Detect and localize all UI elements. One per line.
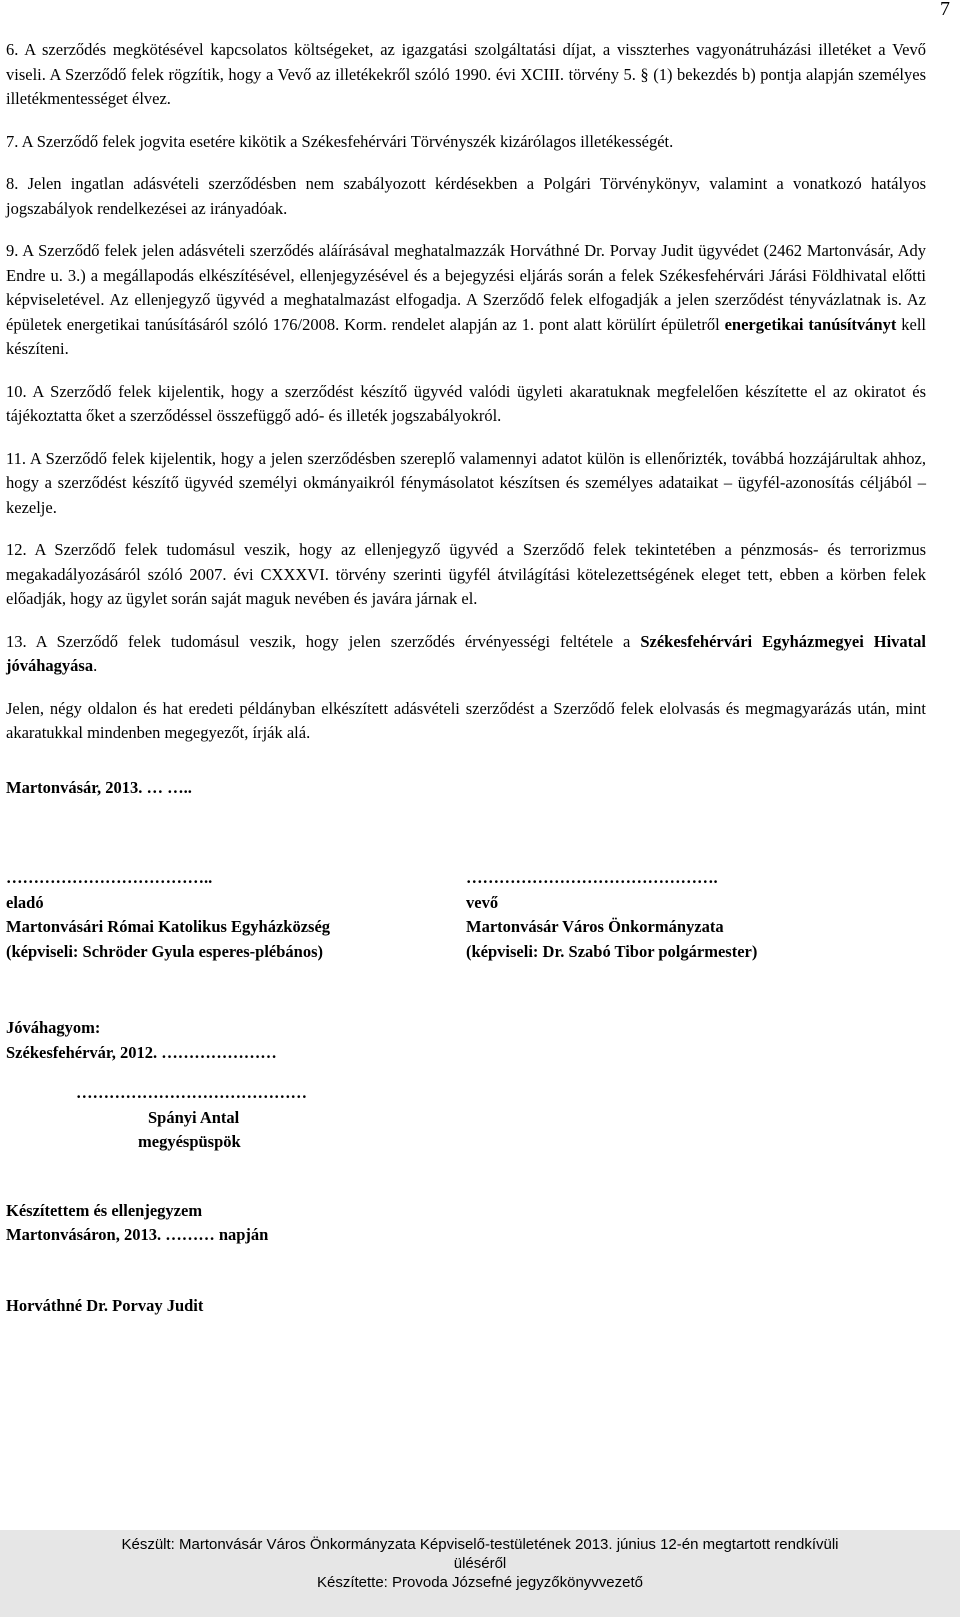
footer-line-1: Készült: Martonvásár Város Önkormányzata Képviselő-testületének 2013. június 12-én megtartott rendkívüli xyxy=(121,1536,839,1553)
buyer-representative: (képviseli: Dr. Szabó Tibor polgármester) xyxy=(466,941,758,961)
paragraph-13-end: . xyxy=(93,656,98,675)
paragraph-13-text: 13. A Szerződő felek tudomásul veszik, hogy jelen szerződés érvényességi feltétele a xyxy=(6,631,631,651)
buyer-signature xyxy=(466,866,926,964)
approval-condition-emphasis: Székesfehérvári Egyházmegyei Hivatal jóváhagyása xyxy=(6,631,926,675)
approval-place-date: Székesfehérvár, 2012. ………………… xyxy=(6,1042,277,1062)
buyer-signature-line: ………………………………………. xyxy=(466,868,718,887)
seller-signature-line: ……………………………….. xyxy=(6,868,213,887)
paragraph-9-text: 9. A Szerződő felek jelen adásvételi szerződés aláírásával meghatalmazzák Horváthné Dr. Porvay Judit ügyvédet (2462 Martonvásár, Ady Endre u. 3.) a megállapodás elkészítésével, ellenjegyzésével és a bejegyzési eljárás során a felek Székesfehérvári Járási Földhivatal előtti képviseletével. Az ellenjegyző ügyvéd a meghatalmazást elfogadja. A Szerződő felek elfogadják a jelen szerződést tényvázlatnak is. Az épületek energetikai tanúsításáról szóló 176/2008. Korm. rendelet alapján az 1. pont alatt körülírt épületről xyxy=(6,241,926,334)
countersign-statement: Készítettem és ellenjegyzem xyxy=(6,1200,203,1220)
page-number: 7 xyxy=(940,0,950,20)
seller-representative: (képviseli: Schröder Gyula esperes-plébános) xyxy=(6,941,324,961)
paragraph-10: 10. A Szerződő felek kijelentik, hogy a szerződést készítő ügyvéd valódi ügyleti akaratuknak megfelelően készítette el az okiratot és tájékoztatta őket a szerződéssel összefüggő adó- és illeték jogszabályokról. xyxy=(6,381,926,425)
buyer-role: vevő xyxy=(466,892,499,912)
paragraph-12: 12. A Szerződő felek tudomásul veszik, hogy az ellenjegyző ügyvéd a Szerződő felek tekintetében a pénzmosás- és terrorizmus megakadályozásáról szóló 2007. évi CXXXVI. törvény szerinti ügyfél átvilágítási kötelezettségének eleget tett, ebben a körben felek előadják, hogy az ügylet során saját maguk nevében és javára járnak el. xyxy=(6,540,926,608)
buyer-name: Martonvásár Város Önkormányzata xyxy=(466,917,724,936)
paragraph-9 xyxy=(6,239,926,362)
footer-line-2: üléséről xyxy=(453,1555,507,1572)
footer xyxy=(0,1535,960,1592)
document-body xyxy=(6,38,926,1318)
paragraph-9-end: kell készíteni. xyxy=(6,314,927,358)
seller-name: Martonvásári Római Katolikus Egyházközség xyxy=(6,917,331,936)
countersign-place-date: Martonvásáron, 2013. ……… napján xyxy=(6,1225,269,1244)
seller-role: eladó xyxy=(6,892,44,912)
paragraph-13 xyxy=(6,630,926,679)
energy-certificate-emphasis: energetikai tanúsítványt xyxy=(724,314,897,334)
bishop-name: Spányi Antal xyxy=(148,1107,240,1127)
paragraph-7: 7. A Szerződő felek jogvita esetére kikötik a Székesfehérvári Törvényszék kizárólagos illetékességét. xyxy=(6,131,674,151)
footer-line-3: Készítette: Provoda Józsefné jegyzőkönyvvezető xyxy=(316,1574,643,1591)
place-date: Martonvásár, 2013. … ….. xyxy=(6,777,192,797)
paragraph-11: 11. A Szerződő felek kijelentik, hogy a jelen szerződésben szereplő valamennyi adatot külön is ellenőrizték, továbbá hozzájárultak ahhoz, hogy a szerződést készítő ügyvéd személyi okmányaikról fénymásolatot készítsen és személyes adataikat – ügyfél-azonosítás céljából – kezelje. xyxy=(6,448,926,517)
lawyer-name: Horváthné Dr. Porvay Judit xyxy=(6,1295,204,1315)
closing-paragraph: Jelen, négy oldalon és hat eredeti példányban elkészített adásvételi szerződést a Szerződő felek elolvasás és megmagyarázás után, mint akaratukkal mindenben megegyezőt, írják alá. xyxy=(6,698,926,742)
approval-block xyxy=(6,1016,926,1155)
paragraph-6: 6. A szerződés megkötésével kapcsolatos költségeket, az igazgatási szolgáltatási díjat, a visszterhes vagyonátruházási illetéket a Vevő viseli. A Szerződő felek rögzítik, hogy a Vevő az illetékekről szóló 1990. évi XCIII. törvény 5. § (1) bekezdés b) pontja alapján személyes illetékmentességet élvez. xyxy=(6,40,926,108)
bishop-title: megyéspüspök xyxy=(138,1132,241,1151)
signature-row xyxy=(6,866,926,964)
approval-label: Jóváhagyom: xyxy=(6,1018,101,1037)
bishop-signature-line: …………………………………… xyxy=(76,1083,307,1102)
seller-signature xyxy=(6,866,466,964)
countersign-block xyxy=(6,1199,926,1319)
paragraph-8: 8. Jelen ingatlan adásvételi szerződésben nem szabályozott kérdésekben a Polgári Törvénykönyv, valamint a vonatkozó hatályos jogszabályok rendelkezései az irányadóak. xyxy=(6,174,926,218)
